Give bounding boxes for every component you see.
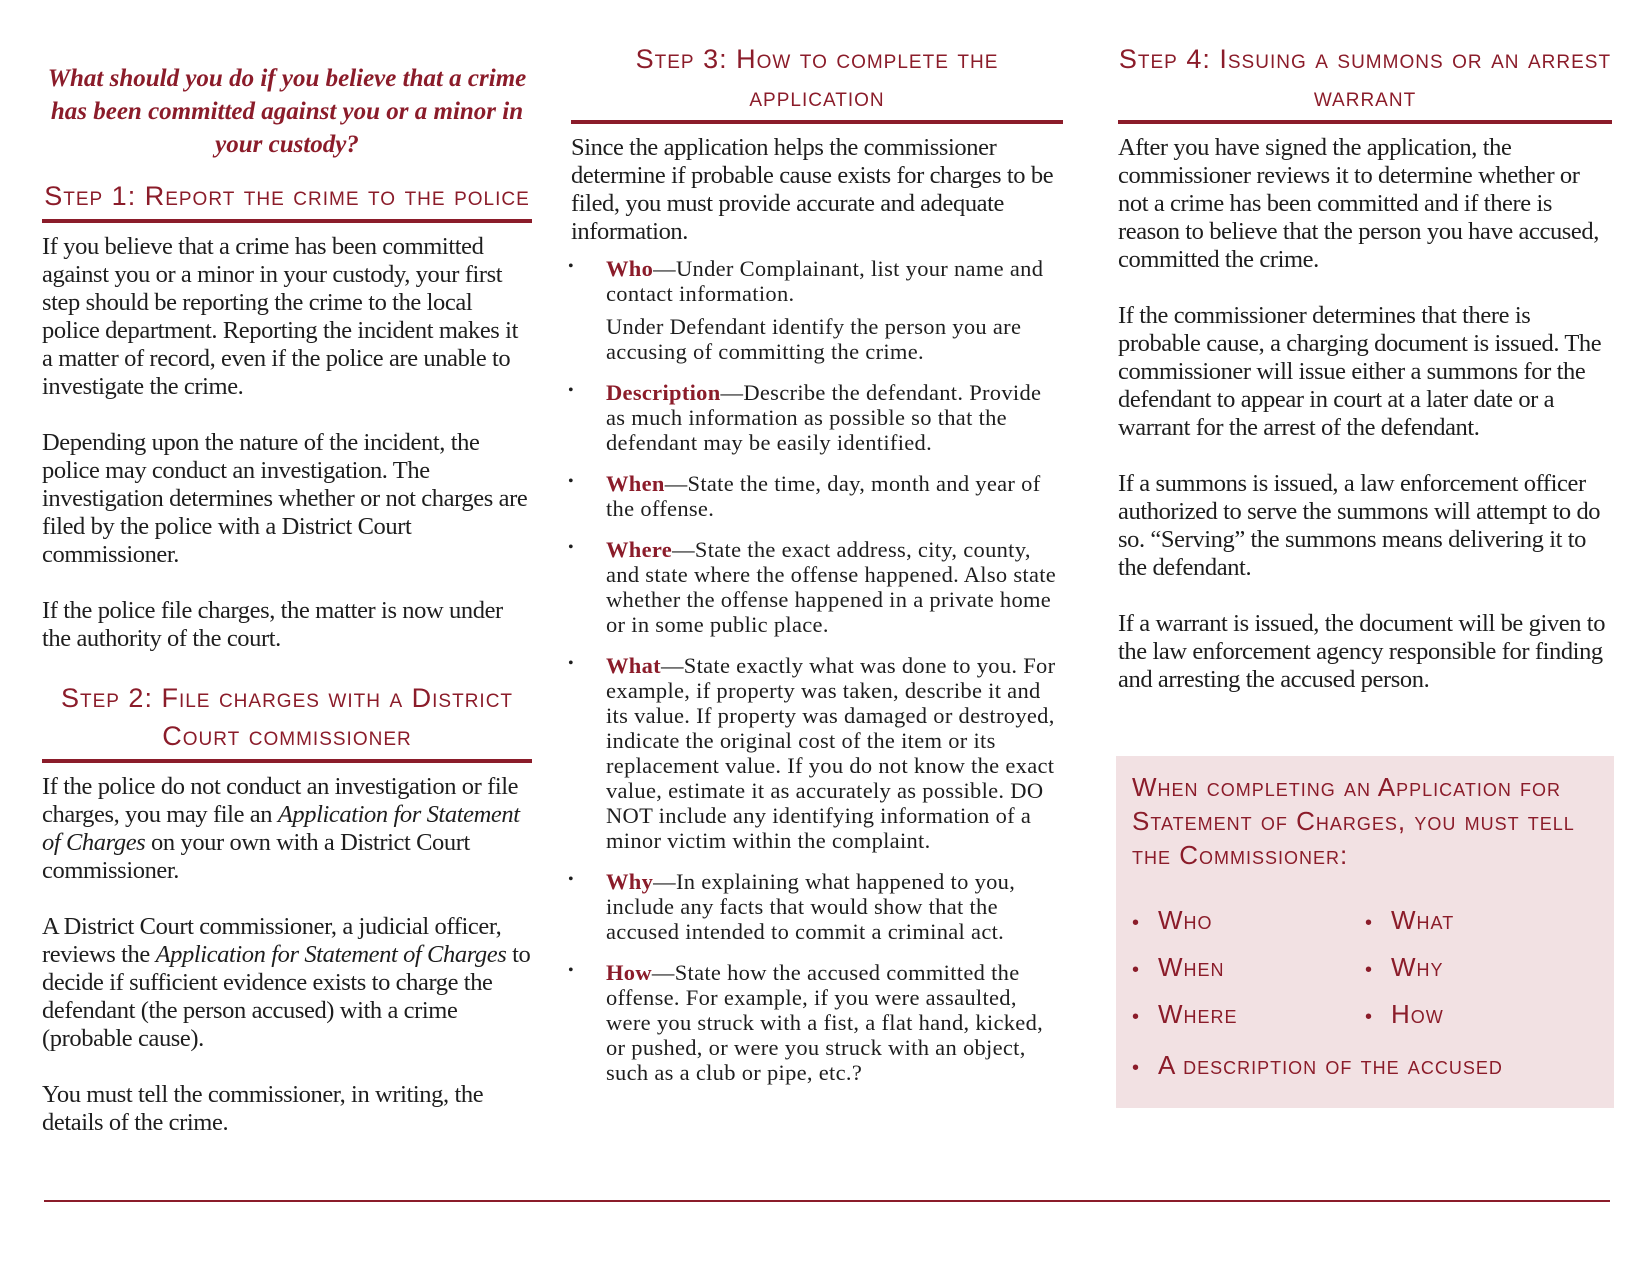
intro-question: What should you do if you believe that a crime has been committed against you or a minor in your custody? [47,65,527,158]
bullet-icon: • [568,473,574,490]
list-item-who: • Who—Under Complainant, list your name and contact information. Under Defendant identify the person you are accusing of committing the crime. [568,256,1044,364]
step4-paragraph-3: If a summons is issued, a law enforcement officer authorized to serve the summons will attempt to do so. “Serving” the summons means delivering it to the defendant. [1118,470,1601,581]
bullet-icon: • [568,539,574,556]
bullet-icon: • [1132,912,1141,934]
checklist-title: When completing an Application for Statement of Charges, you must tell the Commissioner: [1132,772,1575,870]
bullet-icon: • [1365,959,1374,981]
bullet-icon: • [568,962,574,979]
step2-heading: Step 2: File charges with a District Court commissioner [42,679,532,763]
step1-paragraph-3: If the police file charges, the matter is now under the authority of the court. [42,597,503,652]
step3-item-list [568,256,1063,1085]
list-item-description: • Description—Describe the defendant. Provide as much information as possible so that the defendant may be easily identified. [568,380,1042,455]
bullet-icon: • [1365,912,1374,934]
checklist-item-who: • Who [1132,902,1365,941]
step2-paragraph-1: If the police do not conduct an investigation or file charges, you may file an Application for Statement of Charges on your own with a District Court commissioner. [42,773,520,884]
step2-paragraph-2: A District Court commissioner, a judicial officer, reviews the Application for Statement of Charges to decide if sufficient evidence exists to charge the defendant (the person accused) with a crime (probable cause). [42,913,531,1052]
bullet-icon: • [568,382,574,399]
step1-paragraph-1: If you believe that a crime has been committed against you or a minor in your custody, your first step should be reporting the crime to the local police department. Reporting the incident makes it a matter of record, even if the police are unable to investigate the crime. [42,233,518,400]
checklist-item-what: • What [1365,902,1598,941]
step1-heading: Step 1: Report the crime to the police [42,177,532,223]
bullet-icon: • [1132,1057,1141,1079]
commissioner-checklist-box [1116,756,1614,1108]
checklist-item-how: • How [1365,996,1598,1035]
checklist-grid [1132,902,1598,1086]
checklist-item-why: • Why [1365,949,1598,988]
list-item-when: • When—State the time, day, month and year of the offense. [568,471,1041,521]
column-1 [42,0,532,1137]
step2-paragraph-3: You must tell the commissioner, in writing, the details of the crime. [42,1081,484,1136]
list-item-what: • What—State exactly what was done to you. For example, if property was taken, describe it and its value. If property was damaged or destroyed, indicate the original cost of the item or its replacement value. If you do not know the exact value, estimate it as accurately as possible. DO NOT include any identifying information of a minor victim within the complaint. [568,653,1056,853]
bullet-icon: • [568,655,574,672]
list-item-why: • Why—In explaining what happened to you, include any facts that would show that the accused intended to commit a criminal act. [568,869,1016,944]
list-item-how: • How—State how the accused committed the offense. For example, if you were assaulted, were you struck with a fist, a flat hand, kicked, or pushed, or were you struck with an object, such as a club or pipe, etc.? [568,960,1044,1085]
bullet-icon: • [1132,959,1141,981]
step3-heading: Step 3: How to complete the application [571,40,1063,124]
step4-paragraph-2: If the commissioner determines that there is probable cause, a charging document is issued. The commissioner will issue either a summons for the defendant to appear in court at a later date or a warrant for the arrest of the defendant. [1118,302,1602,441]
checklist-item-when: • When [1132,949,1365,988]
step3-intro: Since the application helps the commissioner determine if probable cause exists for charges to be filed, you must provide accurate and adequate information. [571,134,1054,245]
form-title-emphasis: Application for Statement of Charges [155,941,507,968]
column-2 [568,0,1063,1101]
step1-paragraph-2: Depending upon the nature of the incident, the police may conduct an investigation. The investigation determines whether or not charges are filed by the police with a District Court commissioner. [42,429,528,568]
bottom-divider [44,1200,1610,1202]
checklist-item-where: • Where [1132,996,1365,1035]
bullet-icon: • [1132,1006,1141,1028]
checklist-item-description: • A description of the accused [1132,1047,1598,1086]
bullet-icon: • [568,871,574,888]
step4-paragraph-4: If a warrant is issued, the document will be given to the law enforcement agency responsible for finding and arresting the accused person. [1118,610,1606,693]
step4-paragraph-1: After you have signed the application, the commissioner reviews it to determine whether or not a crime has been committed and if there is reason to believe that the person you have accused, committed the crime. [1118,134,1599,273]
list-item-where: • Where—State the exact address, city, county, and state where the offense happened. Also state whether the offense happened in a private home or in some public place. [568,537,1057,637]
bullet-icon: • [568,258,574,275]
step4-heading: Step 4: Issuing a summons or an arrest warrant [1118,40,1612,124]
bullet-icon: • [1365,1006,1374,1028]
column-3 [1118,0,1612,1108]
form-title-emphasis: Application for Statement of Charges [42,801,520,856]
